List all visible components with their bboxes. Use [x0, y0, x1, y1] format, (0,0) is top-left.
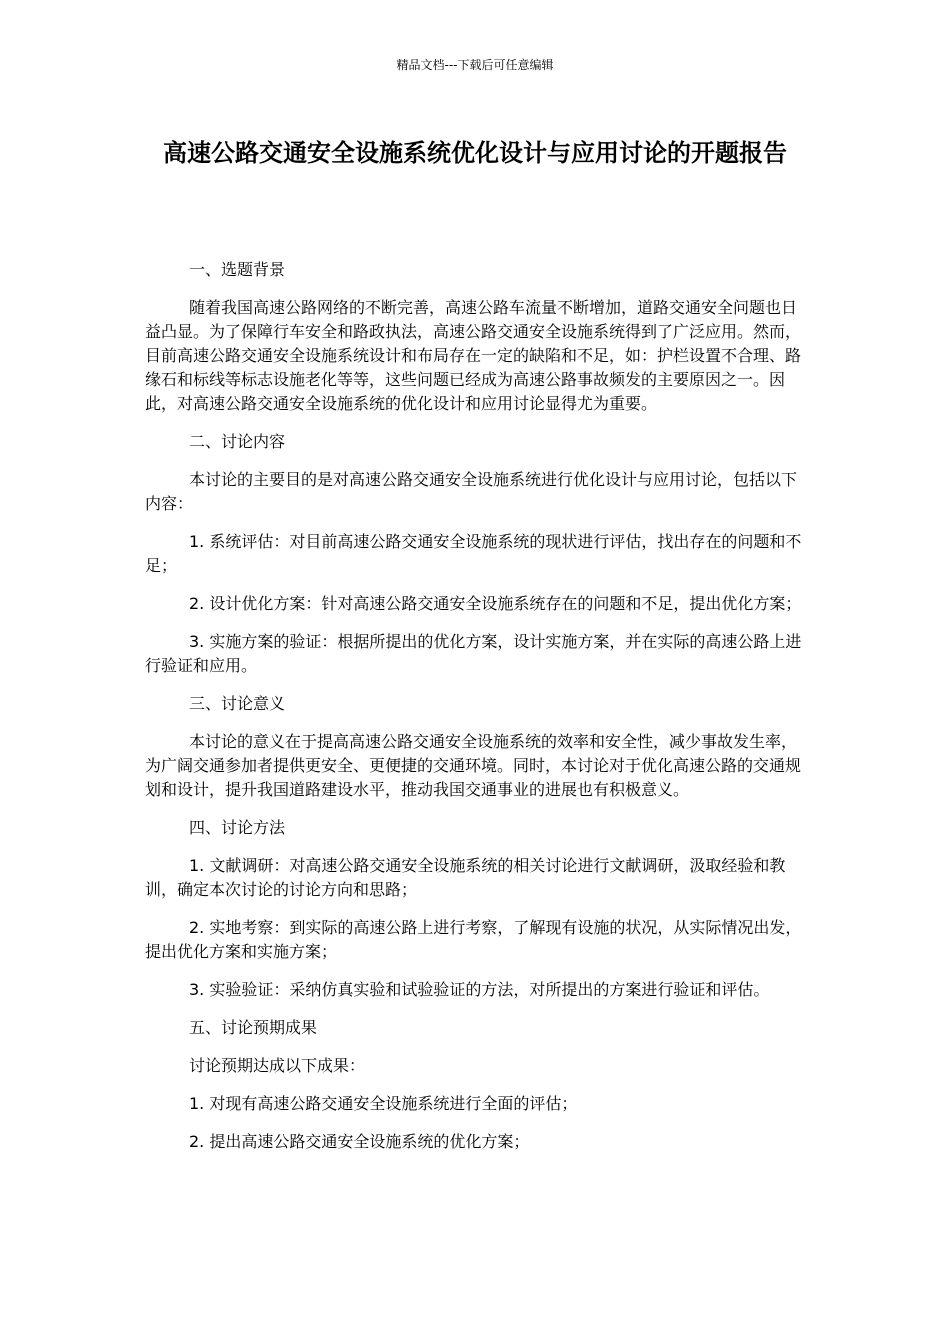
list-item: 2. 实地考察：到实际的高速公路上进行考察，了解现有设施的状况，从实际情况出发，提出优化方案和实施方案； — [145, 918, 802, 961]
list-item: 2. 设计优化方案：针对高速公路交通安全设施系统存在的问题和不足，提出优化方案； — [189, 594, 802, 613]
list-item: 2. 提出高速公路交通安全设施系统的优化方案； — [189, 1132, 530, 1151]
section-heading: 四、讨论方法 — [189, 818, 286, 837]
list-item: 1. 对现有高速公路交通安全设施系统进行全面的评估； — [189, 1094, 578, 1113]
section-heading: 三、讨论意义 — [189, 694, 286, 713]
section-heading: 一、选题背景 — [189, 260, 286, 279]
document-body — [145, 258, 805, 1168]
section-heading: 五、讨论预期成果 — [189, 1018, 318, 1037]
section-heading: 二、讨论内容 — [189, 432, 286, 451]
document-title: 高速公路交通安全设施系统优化设计与应用讨论的开题报告 — [163, 139, 787, 167]
paragraph: 本讨论的主要目的是对高速公路交通安全设施系统进行优化设计与应用讨论，包括以下内容： — [145, 470, 798, 513]
list-item: 3. 实施方案的验证：根据所提出的优化方案，设计实施方案，并在实际的高速公路上进行验证和应用。 — [145, 632, 802, 675]
page-header: 精品文档---下载后可任意编辑 — [396, 58, 554, 72]
paragraph: 随着我国高速公路网络的不断完善，高速公路车流量不断增加，道路交通安全问题也日益凸显。为了保障行车安全和路政执法，高速公路交通安全设施系统得到了广泛应用。然而，目前高速公路交通安全设施系统设计和布局存在一定的缺陷和不足，如：护栏设置不合理、路缘石和标线等标志设施老化等等，这些问题已经成为高速公路事故频发的主要原因之一。因此，对高速公路交通安全设施系统的优化设计和应用讨论显得尤为重要。 — [145, 298, 802, 413]
list-item: 1. 系统评估：对目前高速公路交通安全设施系统的现状进行评估，找出存在的问题和不足； — [145, 532, 802, 575]
list-item: 3. 实验验证：采纳仿真实验和试验验证的方法，对所提出的方案进行验证和评估。 — [189, 980, 770, 999]
paragraph: 本讨论的意义在于提高高速公路交通安全设施系统的效率和安全性，减少事故发生率，为广阔交通参加者提供更安全、更便捷的交通环境。同时，本讨论对于优化高速公路的交通规划和设计，提升我国道路建设水平，推动我国交通事业的进展也有积极意义。 — [145, 732, 802, 799]
list-item: 1. 文献调研：对高速公路交通安全设施系统的相关讨论进行文献调研，汲取经验和教训，确定本次讨论的讨论方向和思路； — [145, 856, 786, 899]
paragraph: 讨论预期达成以下成果： — [189, 1056, 366, 1075]
